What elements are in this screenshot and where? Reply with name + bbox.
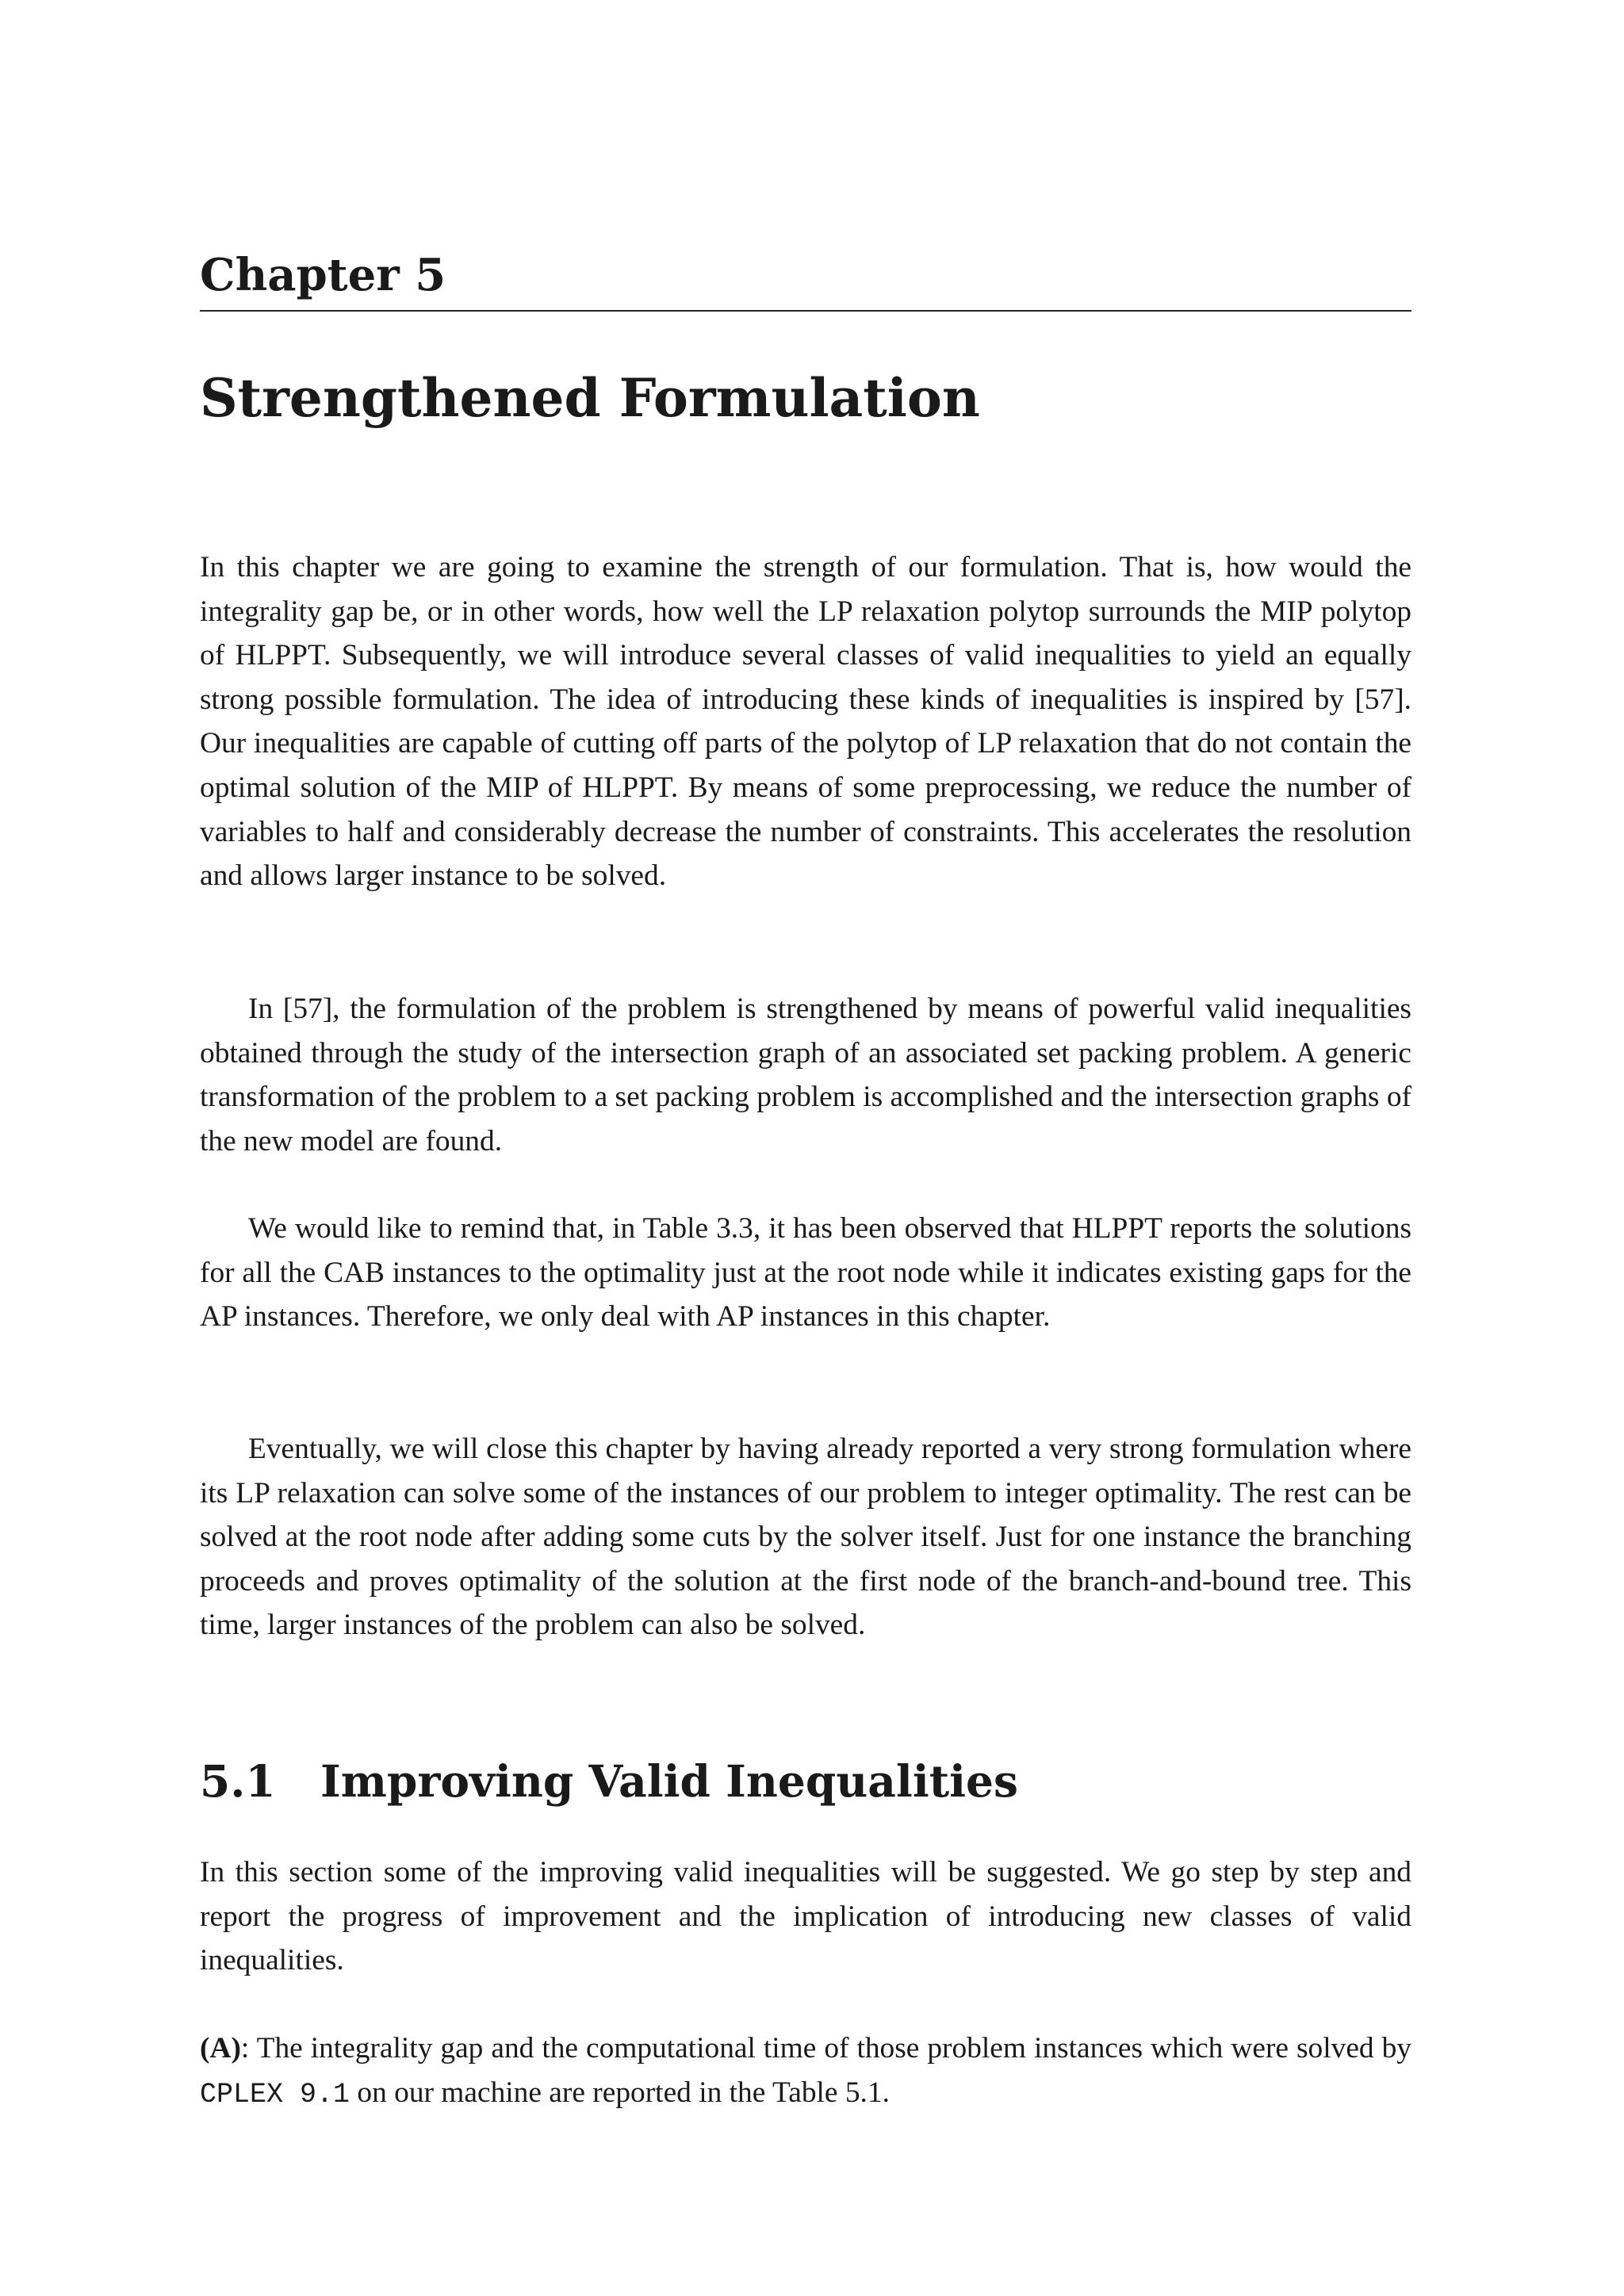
item-a-text-after: on our machine are reported in the Table 5.1. xyxy=(350,2076,890,2109)
chapter-label: Chapter 5 xyxy=(200,249,446,301)
intro-paragraph: In this chapter we are going to examine the strength of our formulation. That is, how would the integrality gap be, or in other words, how well the LP relaxation polytop surrounds the MIP polytop of HLPPT. Subsequently, we will introduce several classes of valid inequalities to yield an equally strong possible formulation. The idea of introducing these kinds of inequalities is inspired by [57]. Our inequalities are capable of cutting off parts of the polytop of LP relaxation that do not contain the optimal solution of the MIP of HLPPT. By means of some preprocessing, we reduce the number of variables to half and considerably decrease the number of constraints. This accelerates the resolution and allows larger instance to be solved. xyxy=(200,551,1411,893)
paragraph-3: We would like to remind that, in Table 3.3, it has been observed that HLPPT reports the solutions for all the CAB instances to the optimality just at the root node while it indicates existing gaps for the AP instances. Therefore, we only deal with AP instances in this chapter. xyxy=(200,1212,1411,1334)
section-number: 5.1 xyxy=(200,1755,276,1807)
item-a-text-before: : The integrality gap and the computational time of those problem instances which were solved by xyxy=(240,2032,1411,2064)
item-a-paragraph xyxy=(200,2026,1411,2117)
item-a-label: (A) xyxy=(200,2032,241,2064)
section-paragraph-1: In this section some of the improving valid inequalities will be suggested. We go step by step and report the progress of improvement and the implication of introducing new classes of valid inequalities. xyxy=(200,1856,1411,1977)
paragraph-4: Eventually, we will close this chapter by having already reported a very strong formulation where its LP relaxation can solve some of the instances of our problem to integer optimality. The rest can be solved at the root node after adding some cuts by the solver itself. Just for one instance the branching proceeds and proves optimality of the solution at the first node of the branch-and-bound tree. This time, larger instances of the problem can also be solved. xyxy=(200,1433,1411,1642)
chapter-title: Strengthened Formulation xyxy=(200,367,980,429)
page xyxy=(200,0,1411,2296)
paragraph-2: In [57], the formulation of the problem is strengthened by means of powerful valid inequalities obtained through the study of the intersection graph of an associated set packing problem. A generic transformation of the problem to a set packing problem is accomplished and the intersection graphs of the new model are found. xyxy=(200,993,1411,1158)
item-a-code: CPLEX 9.1 xyxy=(200,2078,350,2110)
chapter-rule xyxy=(200,310,1411,312)
section-heading xyxy=(200,1754,1018,1809)
section-title: Improving Valid Inequalities xyxy=(320,1755,1018,1807)
